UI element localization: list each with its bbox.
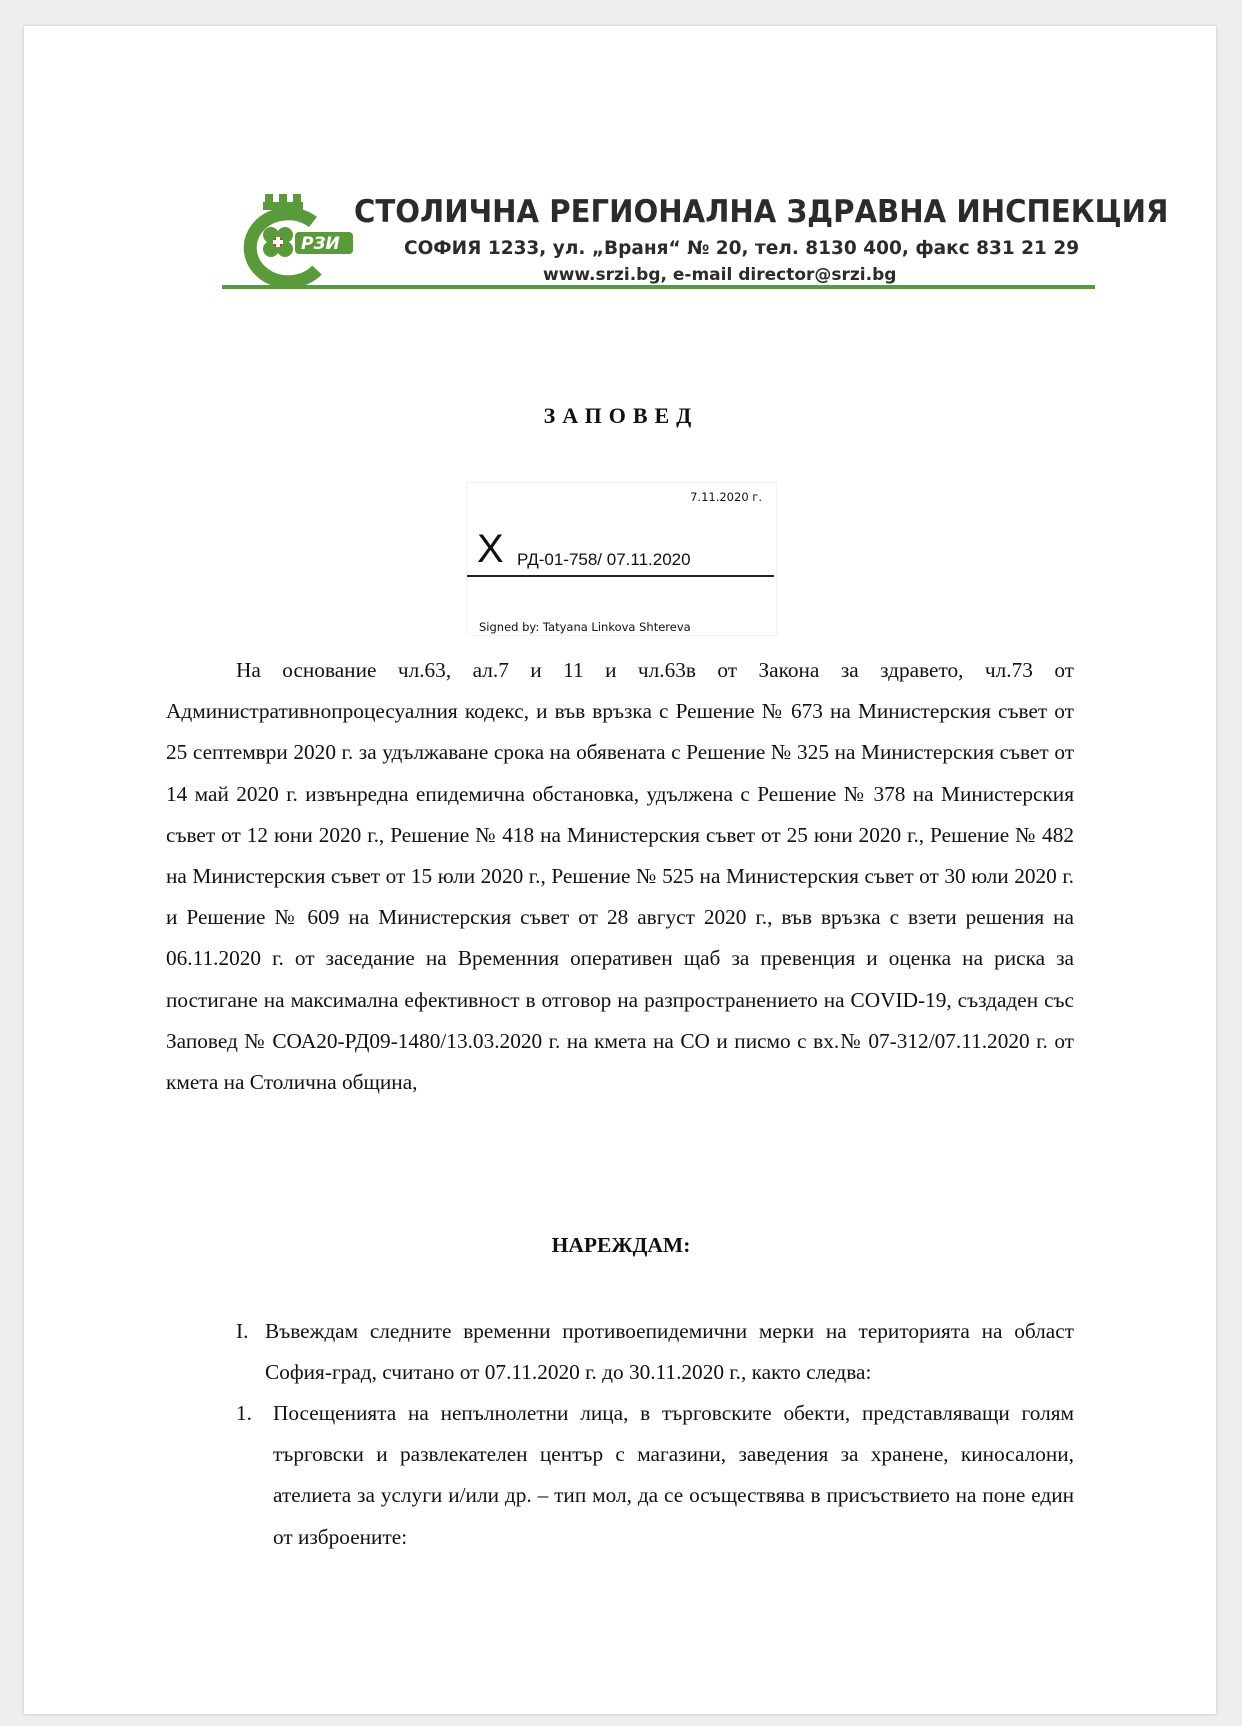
preamble-paragraph: На основание чл.63, ал.7 и 11 и чл.63в от Закона за здравето, чл.73 от Административнопроцесуалния кодекс, и във връзка с Решение № 673 на Министерския съвет от 25 септември 2020 г. за удължаване срока на обявената с Решение № 325 на Министерския съвет от 14 май 2020 г. извънредна епидемична обстановка, удължена с Решение № 378 на Министерския съвет от 12 юни 2020 г., Решение № 418 на Министерския съвет от 25 юни 2020 г., Решение № 482 на Министерския съвет от 15 юли 2020 г., Решение № 525 на Министерския съвет от 30 юли 2020 г. и Решение № 609 на Министерския съвет от 28 август 2020 г., във връзка с взети решения на 06.11.2020 г. от заседание на Временния оперативен щаб за превенция и оценка на риска за постигане на максимална ефективност в отговор на разпространението на COVID-19, създаден със Заповед № СОА20-РД09-1480/13.03.2020 г. на кмета на СО и писмо с вх.№ 07-312/07.11.2020 г. от кмета на Столична община, (166, 658, 1074, 1095)
signed-by: Signed by: Tatyana Linkova Shtereva (479, 620, 691, 634)
list-item-text: Посещенията на непълнолетни лица, в търговските обекти, представляващи голям търговски и развлекателен център с магазини, заведения за хранене, киносалони, ателиета за услуги и/или др. – тип мол, да се осъществява в присъствието на поне един от изброените: (273, 1401, 1074, 1549)
signature-box (466, 482, 777, 636)
document-reference: РД-01-758/ 07.11.2020 (517, 550, 691, 569)
list-item (236, 1393, 1074, 1558)
organization-name: СТОЛИЧНА РЕГИОНАЛНА ЗДРАВНА ИНСПЕКЦИЯ (354, 194, 1169, 230)
list-item-number: 1. (236, 1401, 252, 1425)
signature-date: 7.11.2020 г. (690, 490, 762, 504)
list-item-text: Въвеждам следните временни противоепидемични мерки на територията на област София-град, считано от 07.11.2020 г. до 30.11.2020 г., както следва: (265, 1319, 1074, 1385)
list-item (236, 1311, 1074, 1393)
signature-line (467, 575, 774, 577)
organization-address: СОФИЯ 1233, ул. „Враня“ № 20, тел. 8130 400, факс 831 21 29 (404, 238, 1080, 259)
list-item-number: I. (236, 1319, 249, 1343)
organization-contacts: www.srzi.bg, e-mail director@srzi.bg (543, 265, 897, 285)
document-title: ЗАПОВЕД (543, 403, 699, 428)
order-heading: НАРЕЖДАМ: (551, 1233, 691, 1257)
signature-mark: X (477, 527, 504, 571)
rzi-logo-icon (235, 192, 355, 288)
letterhead-rule (222, 285, 1095, 289)
logo-text: РЗИ (301, 234, 340, 254)
